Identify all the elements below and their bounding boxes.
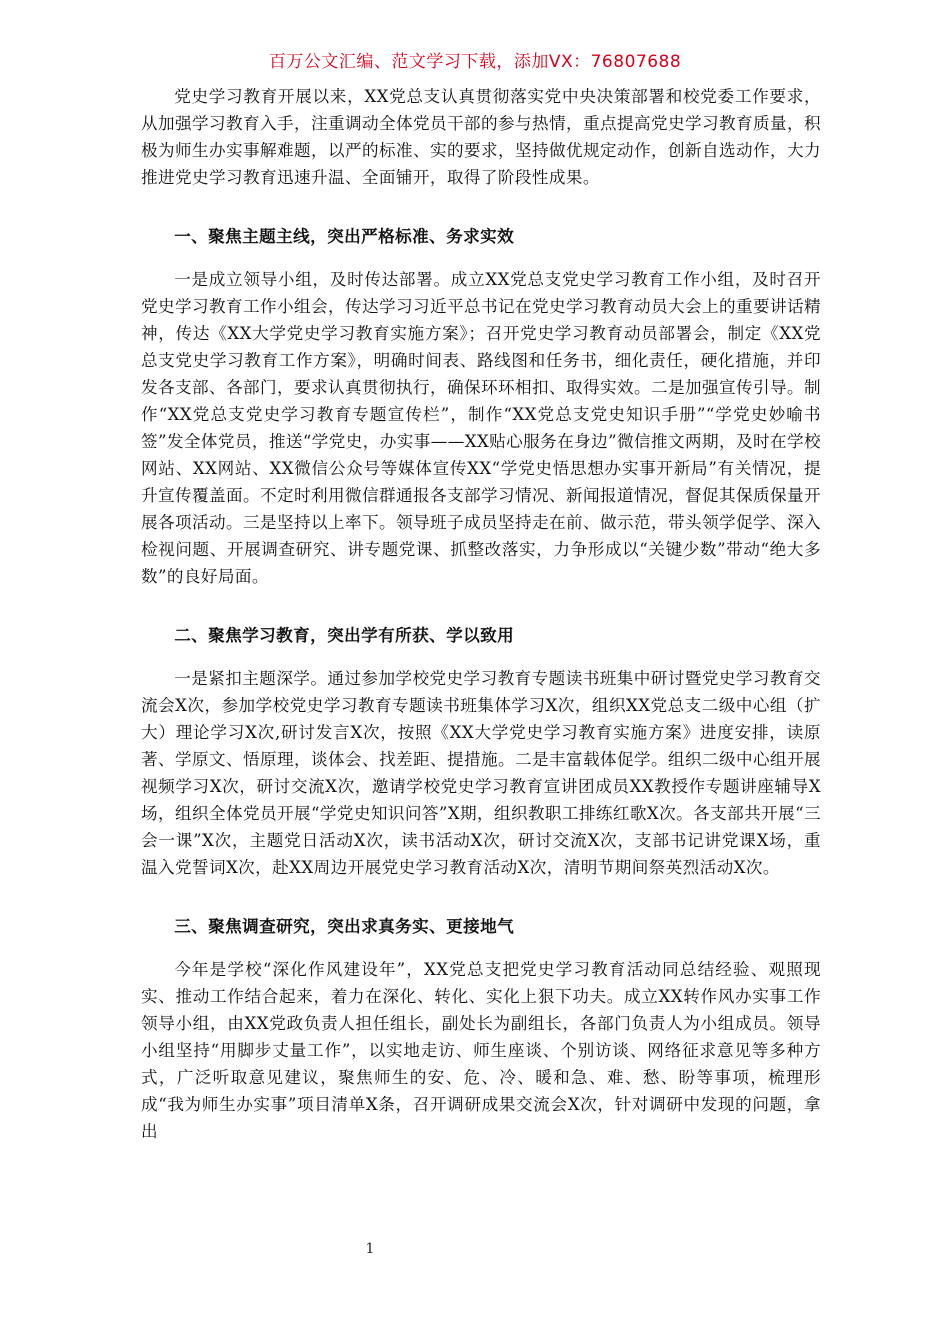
section-1-body: 一是成立领导小组，及时传达部署。成立XX党总支党史学习教育工作小组，及时召开党史学习教育工作小组会，传达学习习近平总书记在党史学习教育动员大会上的重要讲话精神，传达《XX大学党史学习教育实施方案》；召开党史学习教育动员部署会，制定《XX党总支党史学习教育工作方案》，明确时间表、路线图和任务书，细化责任，硬化措施，并印发各支部、各部门，要求认真贯彻执行，确保环环相扣、取得实效。二是加强宣传引导。制作“XX党总支党史学习教育专题宣传栏”，制作“XX党总支党史知识手册”“学党史妙喻书签”发全体党员，推送“学党史，办实事——XX贴心服务在身边”微信推文两期，及时在学校网站、XX网站、XX微信公众号等媒体宣传XX“学党史悟思想办实事开新局”有关情况，提升宣传覆盖面。不定时利用微信群通报各支部学习情况、新闻报道情况，督促其保质保量开展各项活动。三是坚持以上率下。领导班子成员坚持走在前、做示范，带头领学促学、深入检视问题、开展调查研究、讲专题党课、抓整改落实，力争形成以“关键少数”带动“绝大多数”的良好局面。 (141, 270, 821, 586)
spacer (141, 881, 821, 895)
section-3-heading: 三、聚焦调查研究，突出求真务实、更接地气 (174, 917, 515, 936)
header-banner: 百万公文汇编、范文学习下载，添加VX：76807688 (268, 52, 682, 72)
page-number: 1 (365, 1241, 375, 1257)
section-2-heading: 二、聚焦学习教育，突出学有所获、学以致用 (174, 626, 515, 645)
document-body (141, 83, 821, 1145)
section-2-body: 一是紧扣主题深学。通过参加学校党史学习教育专题读书班集中研讨暨党史学习教育交流会X次，参加学校党史学习教育专题读书班集体学习X次，组织XX党总支二级中心组（扩大）理论学习X次,研讨发言X次，按照《XX大学党史学习教育实施方案》进度安排，读原著、学原文、悟原理，谈体会、找差距、提措施。二是丰富载体促学。组织二级中心组开展视频学习X次，研讨交流X次，邀请学校党史学习教育宣讲团成员XX教授作专题讲座辅导X场，组织全体党员开展“学党史知识问答”X期，组织教职工排练红歌X次。各支部共开展“三会一课”X次，主题党日活动X次，读书活动X次，研讨交流X次，支部书记讲党课X场，重温入党誓词X次，赴XX周边开展党史学习教育活动X次，清明节期间祭英烈活动X次。 (141, 669, 821, 877)
spacer (141, 590, 821, 604)
section-1-heading: 一、聚焦主题主线，突出严格标准、务求实效 (174, 227, 515, 246)
section-3-body: 今年是学校“深化作风建设年”，XX党总支把党史学习教育活动同总结经验、观照现实、推动工作结合起来，着力在深化、转化、实化上狠下功夫。成立XX转作风办实事工作领导小组，由XX党政负责人担任组长，副处长为副组长，各部门负责人为小组成员。领导小组坚持“用脚步丈量工作”，以实地走访、师生座谈、个别访谈、网络征求意见等多种方式，广泛听取意见建议，聚焦师生的安、危、冷、暖和急、难、愁、盼等事项，梳理形成“我为师生办实事”项目清单X条，召开调研成果交流会X次，针对调研中发现的问题，拿出 (141, 960, 821, 1141)
spacer (141, 191, 821, 205)
intro-paragraph: 党史学习教育开展以来，XX党总支认真贯彻落实党中央决策部署和校党委工作要求，从加强学习教育入手，注重调动全体党员干部的参与热情，重点提高党史学习教育质量，积极为师生办实事解难题，以严的标准、实的要求，坚持做优规定动作，创新自选动作，大力推进党史学习教育迅速升温、全面铺开，取得了阶段性成果。 (141, 87, 821, 187)
